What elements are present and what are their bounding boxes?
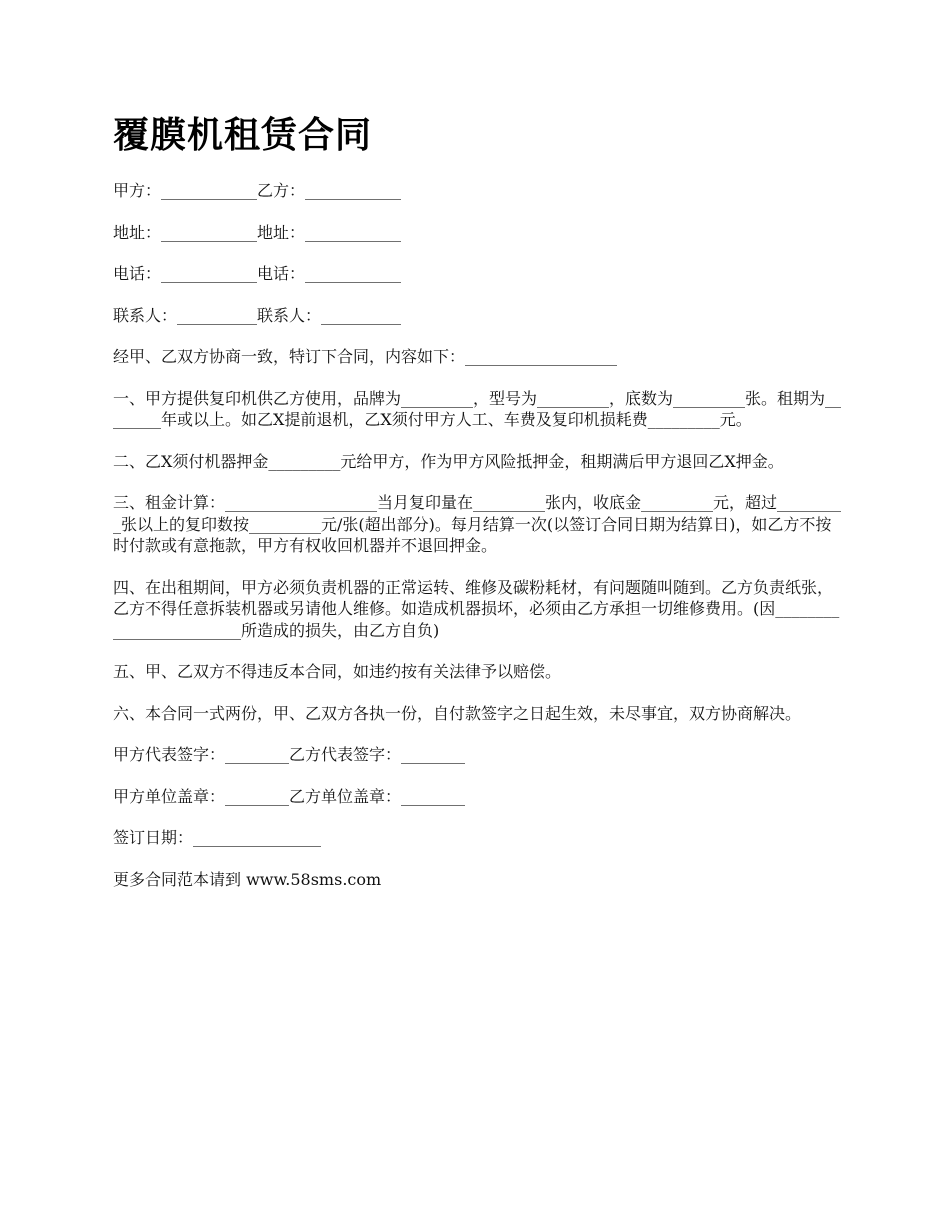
clause-4: 四、在出租期间，甲方必须负责机器的正常运转、维修及碳粉耗材，有问题随叫随到。乙方负责纸张，乙方不得任意拆装机器或另请他人维修。如造成机器损坏，必须由乙方承担一切维修费用。(因________________________所造成的损失，由乙方自负): [113, 577, 840, 640]
clause-5: 五、甲、乙双方不得违反本合同，如违约按有关法律予以赔偿。: [113, 662, 562, 681]
party-address-line: 地址：____________地址：____________: [113, 222, 402, 242]
clause-1: 一、甲方提供复印机供乙方使用，品牌为_________，型号为_________，底数为_________张。租期为________年或以上。如乙X提前退机，乙X须付甲方人工、车费及复印机损耗费_________元。: [113, 388, 842, 429]
signing-date-line: 签订日期：________________: [113, 828, 322, 847]
company-seal-line: 甲方单位盖章：________乙方单位盖章：________: [113, 786, 466, 806]
clause-6: 六、本合同一式两份，甲、乙双方各执一份，自付款签字之日起生效，未尽事宜，双方协商解决。: [113, 703, 802, 723]
document-title: 覆膜机租赁合同: [113, 115, 373, 156]
party-phone-line: 电话：____________电话：____________: [113, 264, 402, 283]
intro-line: 经甲、乙双方协商一致，特订下合同，内容如下：___________________: [113, 347, 618, 366]
clause-2: 二、乙X须付机器押金_________元给甲方，作为甲方风险抵押金，租期满后甲方退回乙X押金。: [113, 451, 784, 471]
contract-page: [113, 108, 841, 910]
representative-signature-line: 甲方代表签字：________乙方代表签字：________: [113, 745, 466, 764]
clause-3: 三、租金计算：___________________当月复印量在_________张内，收底金_________元，超过_________张以上的复印数按_________元/张(超出部分)。每月结算一次(以签订合同日期为结算日)，如乙方不按时付款或有意拖款，甲方有权收回机器并不退回押金。: [113, 493, 842, 555]
footer-link-text: 更多合同范本请到 www.58sms.com: [113, 869, 382, 889]
party-contact-line: 联系人：__________联系人：__________: [113, 305, 402, 325]
party-name-line: 甲方：____________乙方：____________: [113, 181, 402, 200]
